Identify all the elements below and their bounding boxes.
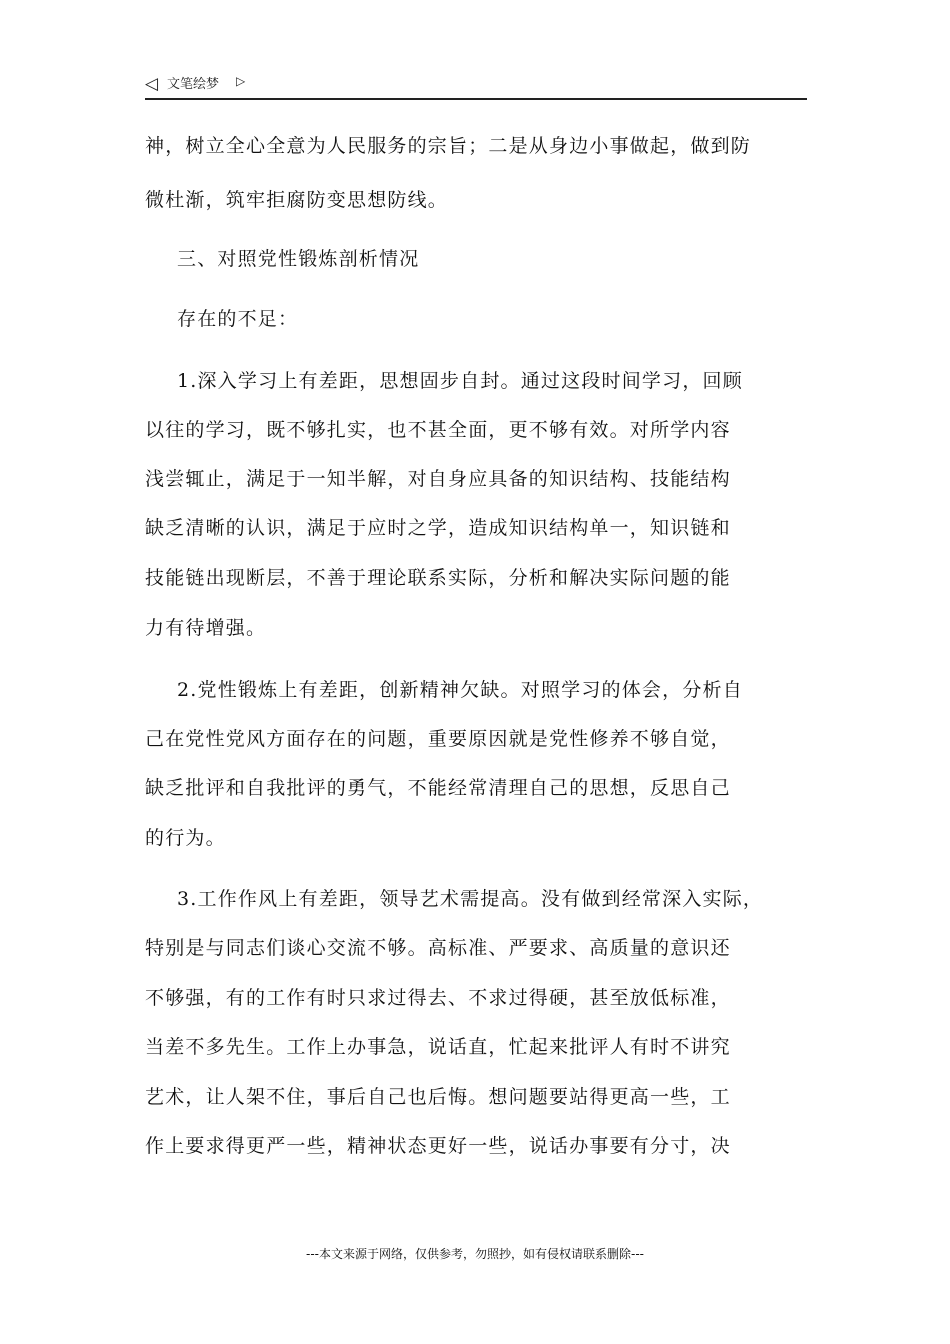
body-line: 缺乏批评和自我批评的勇气，不能经常清理自己的思想，反思自己 <box>145 777 731 799</box>
body-line: 作上要求得更严一些，精神状态更好一些，说话办事要有分寸，决 <box>145 1135 731 1157</box>
page-footer: ---本文来源于网络，仅供参考，勿照抄，如有侵权请联系删除--- <box>306 1247 644 1261</box>
body-line: 己在党性党风方面存在的问题，重要原因就是党性修养不够自觉， <box>145 728 731 750</box>
page-header <box>145 74 807 100</box>
body-line: 的行为。 <box>145 827 226 849</box>
body-line: 3.工作作风上有差距，领导艺术需提高。没有做到经常深入实际， <box>177 888 764 910</box>
body-line: 浅尝辄止，满足于一知半解，对自身应具备的知识结构、技能结构 <box>145 468 731 490</box>
body-line: 缺乏清晰的认识，满足于应时之学，造成知识结构单一，知识链和 <box>145 517 731 539</box>
subsection-heading: 存在的不足： <box>177 308 299 330</box>
header-brand: 文笔绘梦 <box>167 77 220 92</box>
body-line: 神，树立全心全意为人民服务的宗旨；二是从身边小事做起，做到防 <box>145 135 752 157</box>
body-line: 微杜渐，筑牢拒腐防变思想防线。 <box>145 189 449 211</box>
body-line: 当差不多先生。工作上办事急，说话直，忙起来批评人有时不讲究 <box>145 1036 731 1058</box>
body-line: 技能链出现断层，不善于理论联系实际，分析和解决实际问题的能 <box>145 567 731 589</box>
body-line: 以往的学习，既不够扎实，也不甚全面，更不够有效。对所学内容 <box>145 419 731 441</box>
body-line: 2.党性锻炼上有差距，创新精神欠缺。对照学习的体会，分析自 <box>177 679 743 701</box>
section-heading: 三、对照党性锻炼剖析情况 <box>177 248 420 270</box>
body-line: 特别是与同志们谈心交流不够。高标准、严要求、高质量的意识还 <box>145 937 731 959</box>
left-triangle-icon: ◁ <box>145 74 159 94</box>
body-line: 1.深入学习上有差距，思想固步自封。通过这段时间学习，回顾 <box>177 370 743 392</box>
right-triangle-icon: ▷ <box>236 74 246 88</box>
body-line: 艺术，让人架不住，事后自己也后悔。想问题要站得更高一些，工 <box>145 1086 731 1108</box>
body-line: 力有待增强。 <box>145 617 267 639</box>
body-line: 不够强，有的工作有时只求过得去、不求过得硬，甚至放低标准， <box>145 987 731 1009</box>
